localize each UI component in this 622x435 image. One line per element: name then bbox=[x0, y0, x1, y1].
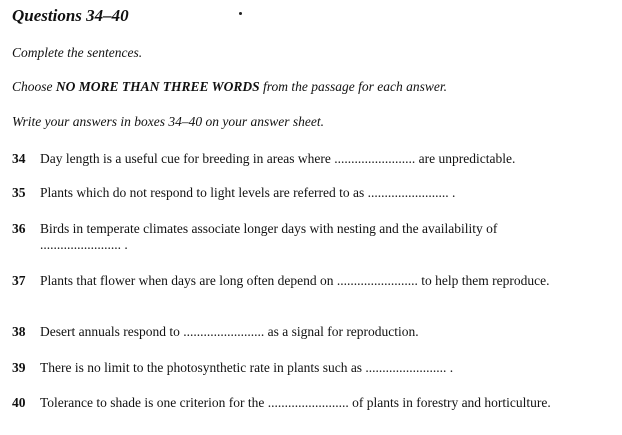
section-title: Questions 34–40 bbox=[12, 6, 129, 25]
question-40 bbox=[12, 395, 612, 411]
question-text: Plants that flower when days are long often depend on ........................ to help them reproduce. bbox=[40, 273, 550, 288]
instruction-word-limit-pre: Choose bbox=[12, 79, 56, 94]
question-35 bbox=[12, 185, 612, 201]
question-text: Plants which do not respond to light levels are referred to as ........................ . bbox=[40, 185, 456, 200]
question-number: 38 bbox=[12, 324, 26, 339]
question-39 bbox=[12, 360, 612, 376]
question-number: 34 bbox=[12, 151, 26, 166]
instruction-word-limit bbox=[12, 79, 447, 95]
question-text: Birds in temperate climates associate longer days with nesting and the availability of ........................ . bbox=[40, 221, 498, 252]
question-number: 40 bbox=[12, 395, 26, 410]
question-text: There is no limit to the photosynthetic rate in plants such as ........................ . bbox=[40, 360, 454, 375]
instruction-complete: Complete the sentences. bbox=[12, 45, 143, 60]
stray-dot bbox=[239, 12, 242, 15]
instruction-word-limit-bold: NO MORE THAN THREE WORDS bbox=[55, 79, 260, 94]
question-text: Desert annuals respond to ........................ as a signal for reproduction. bbox=[40, 324, 419, 339]
question-text: Day length is a useful cue for breeding in areas where ........................ are unpredictable. bbox=[40, 151, 516, 166]
question-37 bbox=[12, 273, 612, 289]
question-number: 39 bbox=[12, 360, 26, 375]
instruction-answer-sheet: Write your answers in boxes 34–40 on your answer sheet. bbox=[12, 114, 324, 129]
question-number: 37 bbox=[12, 273, 26, 288]
question-38 bbox=[12, 324, 612, 340]
question-number: 36 bbox=[12, 221, 26, 236]
question-34 bbox=[12, 151, 612, 167]
question-36 bbox=[12, 221, 612, 253]
question-text: Tolerance to shade is one criterion for the ........................ of plants in forestry and horticulture. bbox=[40, 395, 551, 410]
question-number: 35 bbox=[12, 185, 26, 200]
instruction-word-limit-post: from the passage for each answer. bbox=[259, 79, 448, 94]
